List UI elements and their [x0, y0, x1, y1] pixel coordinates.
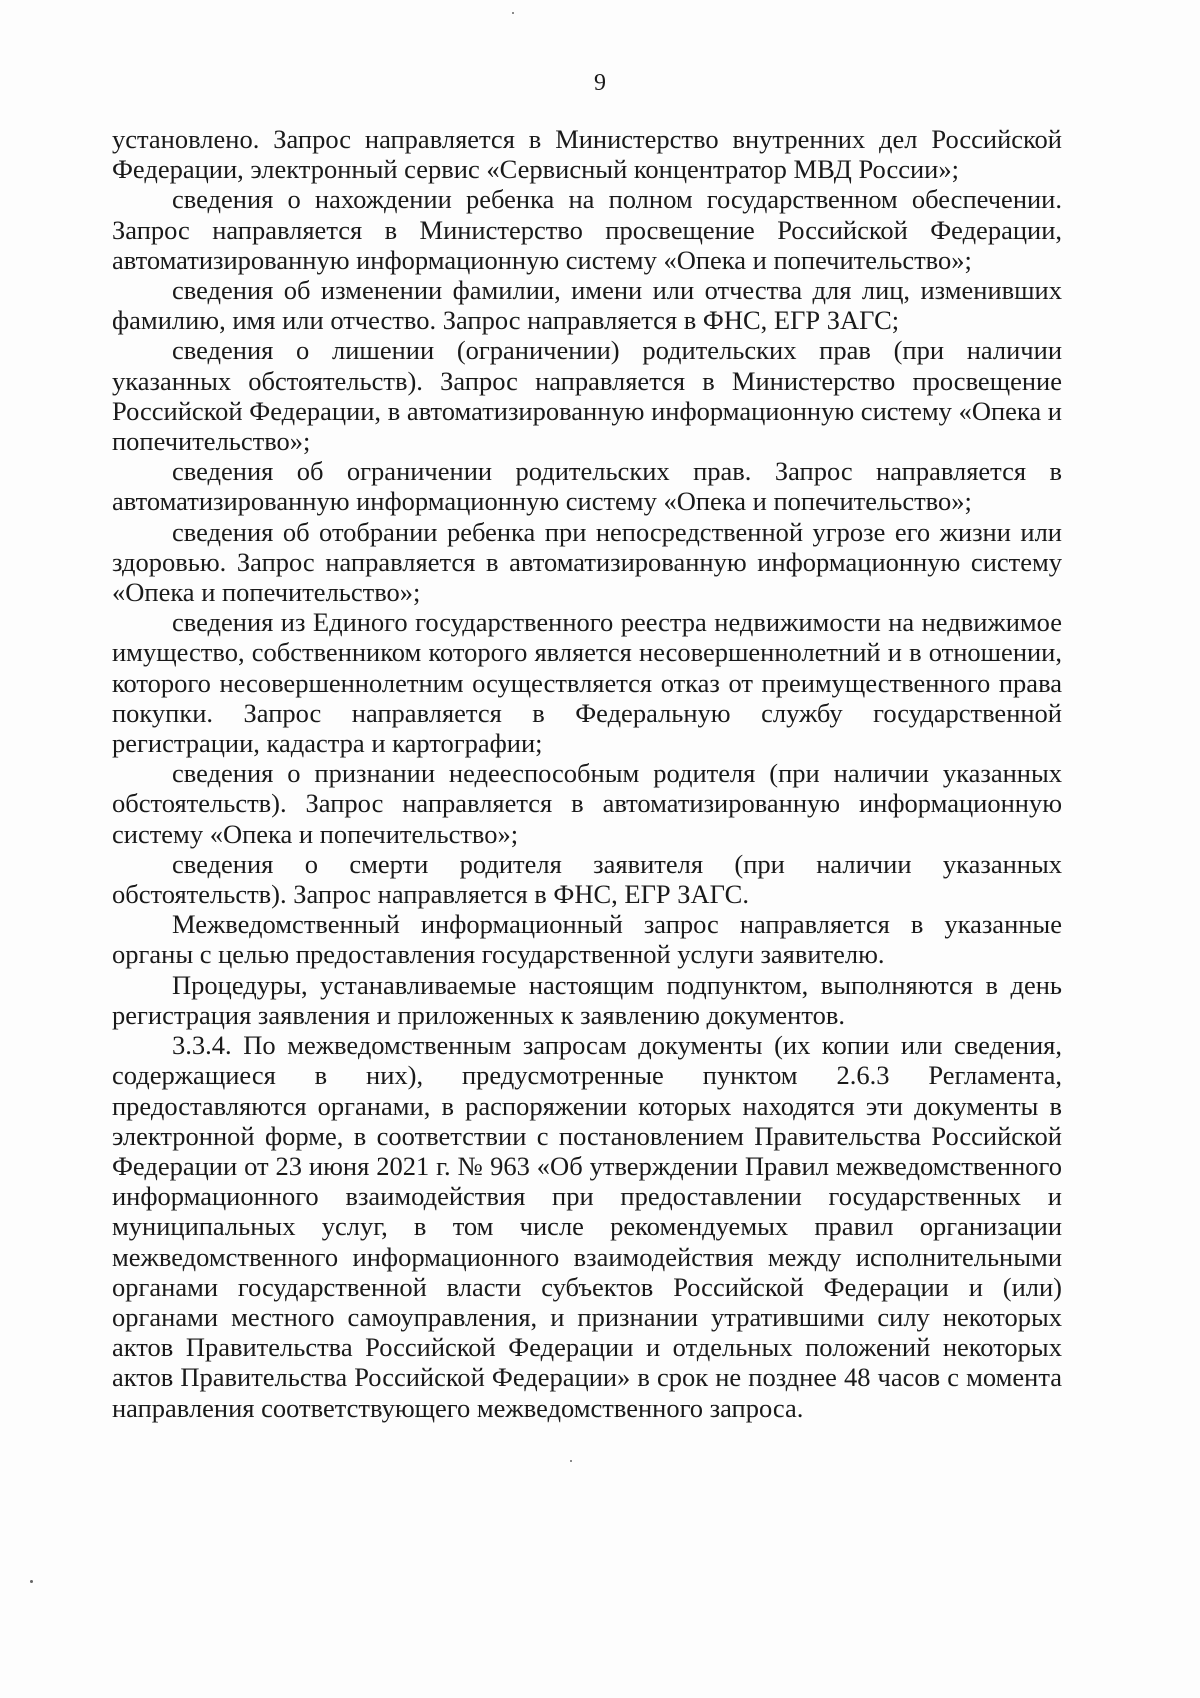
paragraph-section-3-3-4: 3.3.4. По межведомственным запросам документы (их копии или сведения, содержащиеся в них), предусмотренные пунктом 2.6.3 Регламента, предоставляются органами, в распоряжении которых находятся эти документы в электронной форме, в соответствии с постановлением Правительства Российской Федерации от 23 июня 2021 г. № 963 «Об утверждении Правил межведомственного информационного взаимодействия при предоставлении государственных и муниципальных услуг, в том числе рекомендуемых правил организации межведомственного информационного взаимодействия между исполнительными органами государственной власти субъектов Российской Федерации и (или) органами местного самоуправления, и признании утратившими силу некоторых актов Правительства Российской Федерации и отдельных положений некоторых актов Правительства Российской Федерации» в срок не позднее 48 часов с момента направления соответствующего межведомственного запроса. — [112, 1030, 1062, 1423]
scan-speck — [570, 1460, 572, 1462]
paragraph-mvd-request-end: установлено. Запрос направляется в Министерство внутренних дел Российской Федерации, электронный сервис «Сервисный концентратор МВД России»; — [112, 124, 1062, 185]
paragraph-parent-death: сведения о смерти родителя заявителя (при наличии указанных обстоятельств). Запрос направляется в ФНС, ЕГР ЗАГС. — [112, 848, 1062, 910]
paragraph-restriction-of-rights: сведения об ограничении родительских прав. Запрос направляется в автоматизированную информационную систему «Опека и попечительство»; — [112, 456, 1062, 517]
scan-speck — [30, 1580, 33, 1583]
paragraph-child-removal: сведения об отобрании ребенка при непосредственной угрозе его жизни или здоровью. Запрос направляется в автоматизированную информационную систему «Опека и попечительство»; — [112, 516, 1062, 608]
paragraph-procedures-timing: Процедуры, устанавливаемые настоящим подпунктом, выполняются в день регистрация заявления и приложенных к заявлению документов. — [112, 969, 1062, 1030]
paragraph-parent-incapacity: сведения о признании недееспособным родителя (при наличии указанных обстоятельств). Запрос направляется в автоматизированную информационную систему «Опека и попечительство»; — [112, 758, 1062, 849]
paragraph-child-state-support: сведения о нахождении ребенка на полном государственном обеспечении. Запрос направляется в Министерство просвещение Российской Федерации, автоматизированную информационную систему «Опека и попечительство»; — [112, 184, 1062, 275]
scan-speck — [512, 12, 514, 14]
paragraph-real-estate-registry: сведения из Единого государственного реестра недвижимости на недвижимое имущество, собственником которого является несовершеннолетний и в отношении, которого несовершеннолетним осуществляется отказ от преимущественного права покупки. Запрос направляется в Федеральную службу государственной регистрации, кадастра и картографии; — [112, 607, 1062, 759]
page-number: 9 — [594, 70, 606, 96]
paragraph-deprivation-of-rights: сведения о лишении (ограничении) родительских прав (при наличии указанных обстоятельств). Запрос направляется в Министерство просвещение Российской Федерации, в автоматизированную информационную систему «Опека и попечительство»; — [112, 335, 1062, 457]
paragraph-name-change: сведения об изменении фамилии, имени или отчества для лиц, изменивших фамилию, имя или отчество. Запрос направляется в ФНС, ЕГР ЗАГС; — [112, 275, 1062, 336]
document-body — [112, 124, 1062, 1423]
paragraph-interdepartmental-request: Межведомственный информационный запрос направляется в указанные органы с целью предоставления государственной услуги заявителю. — [112, 909, 1062, 970]
